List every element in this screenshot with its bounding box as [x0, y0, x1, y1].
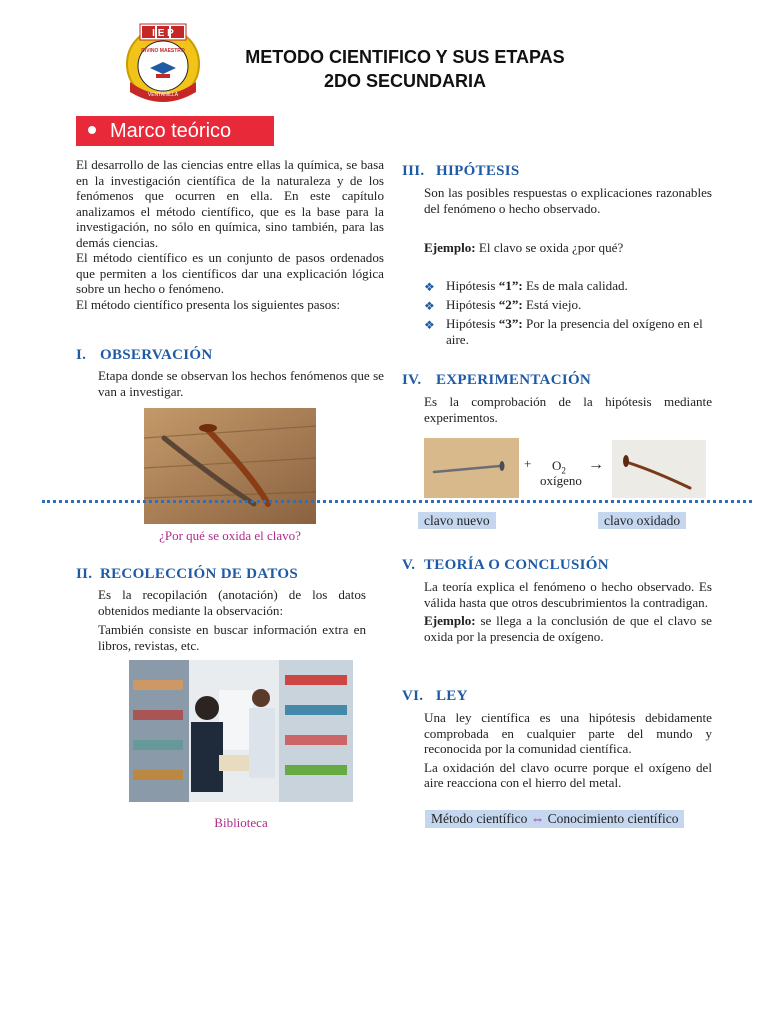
plus-sign: + [524, 456, 532, 471]
section-heading-teoria: V. TEORÍA O CONCLUSIÓN [402, 557, 609, 573]
double-arrow-icon: ⇔ [530, 811, 545, 826]
hipotesis-example: Ejemplo: El clavo se oxida ¿por qué? [424, 240, 624, 255]
intro-paragraph: El método científico presenta los siguientes pasos: [76, 296, 340, 312]
banner-label: Marco teórico [110, 120, 232, 142]
logo-letters: I E P [152, 28, 174, 39]
subtitle-line: 2DO SECUNDARIA [323, 71, 487, 91]
rusted-nail-image [612, 440, 706, 498]
diamond-bullet-icon: ❖ [424, 299, 435, 313]
intro-text [76, 157, 384, 312]
hipotesis-text: Son las posibles respuestas o explicaciones razonables del fenómeno o hecho observado. [424, 185, 712, 216]
dotted-divider [42, 500, 752, 503]
library-photo [129, 660, 353, 802]
ley-text: Una ley científica es una hipótesis debidamente comprobada en cualquier parte del mundo y reconocida por la comunidad científica. La oxidación del clavo ocurre porque el oxígeno del aire reacciona con el hierro del metal. [424, 710, 712, 790]
recoleccion-text: Es la recopilación (anotación) de los datos obtenidos mediante la observación: También consiste en buscar información extra en libros, revistas, etc. [98, 587, 366, 653]
oxygen-label: oxígeno [540, 473, 582, 488]
section-heading-experimentacion: IV. EXPERIMENTACIÓN [402, 372, 592, 388]
teoria-text: La teoría explica el fenómeno o hecho observado. Es válida hasta que otros descubrimientos la contradigan. Ejemplo: se llega a la conclusión de que el clavo se oxida por la presencia de oxígeno. [424, 579, 712, 644]
label-new-nail: clavo nuevo [418, 512, 496, 530]
intro-paragraph: El método científico es un conjunto de pasos ordenados que permiten a los científicos dar una explicación lógica sobre un hecho o fenómeno. [76, 250, 384, 296]
section-heading-observacion: I. OBSERVACIÓN [76, 347, 213, 363]
diamond-bullet-icon: ❖ [424, 280, 435, 294]
school-logo [120, 20, 206, 102]
hypotheses-list [424, 278, 714, 351]
section-banner [76, 116, 274, 146]
method-knowledge-box: Método científico ⇔ Conocimiento científico [425, 810, 684, 828]
oxygen-formula: $O_2$ [552, 458, 566, 476]
observacion-text: Etapa donde se observan los hechos fenómenos que se van a investigar. [98, 368, 384, 399]
list-item: ❖ Hipótesis “2”: Está viejo. [424, 297, 582, 313]
logo-ring-text: DIVINO MAESTRO [141, 48, 185, 54]
diamond-bullet-icon: ❖ [424, 318, 435, 332]
section-heading-hipotesis: III. HIPÓTESIS [402, 163, 520, 179]
experimentacion-text: Es la comprobación de la hipótesis mediante experimentos. [424, 394, 712, 425]
label-rusted-nail: clavo oxidado [598, 512, 686, 530]
section-heading-recoleccion: II. RECOLECCIÓN DE DATOS [76, 566, 298, 582]
new-nail-image [424, 438, 519, 498]
list-item: ❖ Hipótesis “3”: Por la presencia del oxígeno en el aire. [424, 316, 703, 347]
section-heading-ley: VI. LEY [402, 688, 468, 704]
arrow-icon: → [588, 456, 604, 473]
logo-badge-text: VENTANILLA [147, 92, 179, 98]
title-line: METODO CIENTIFICO Y SUS ETAPAS [245, 47, 565, 67]
rusty-nails-image [144, 408, 316, 524]
intro-paragraph: El desarrollo de las ciencias entre ellas la química, se basa en la investigación científica de la naturaleza y de los fenómenos que ocurren en ella. En este capítulo analizamos el método científico, que es la base para la investigación, no sólo en química, sino también, para las demás ciencias. [76, 157, 384, 250]
image-caption: ¿Por qué se oxida el clavo? [159, 528, 301, 543]
image-caption: Biblioteca [214, 815, 268, 830]
list-item: ❖ Hipótesis “1”: Es de mala calidad. [424, 278, 628, 294]
page-title [210, 45, 600, 93]
bullet-dot [88, 126, 96, 134]
